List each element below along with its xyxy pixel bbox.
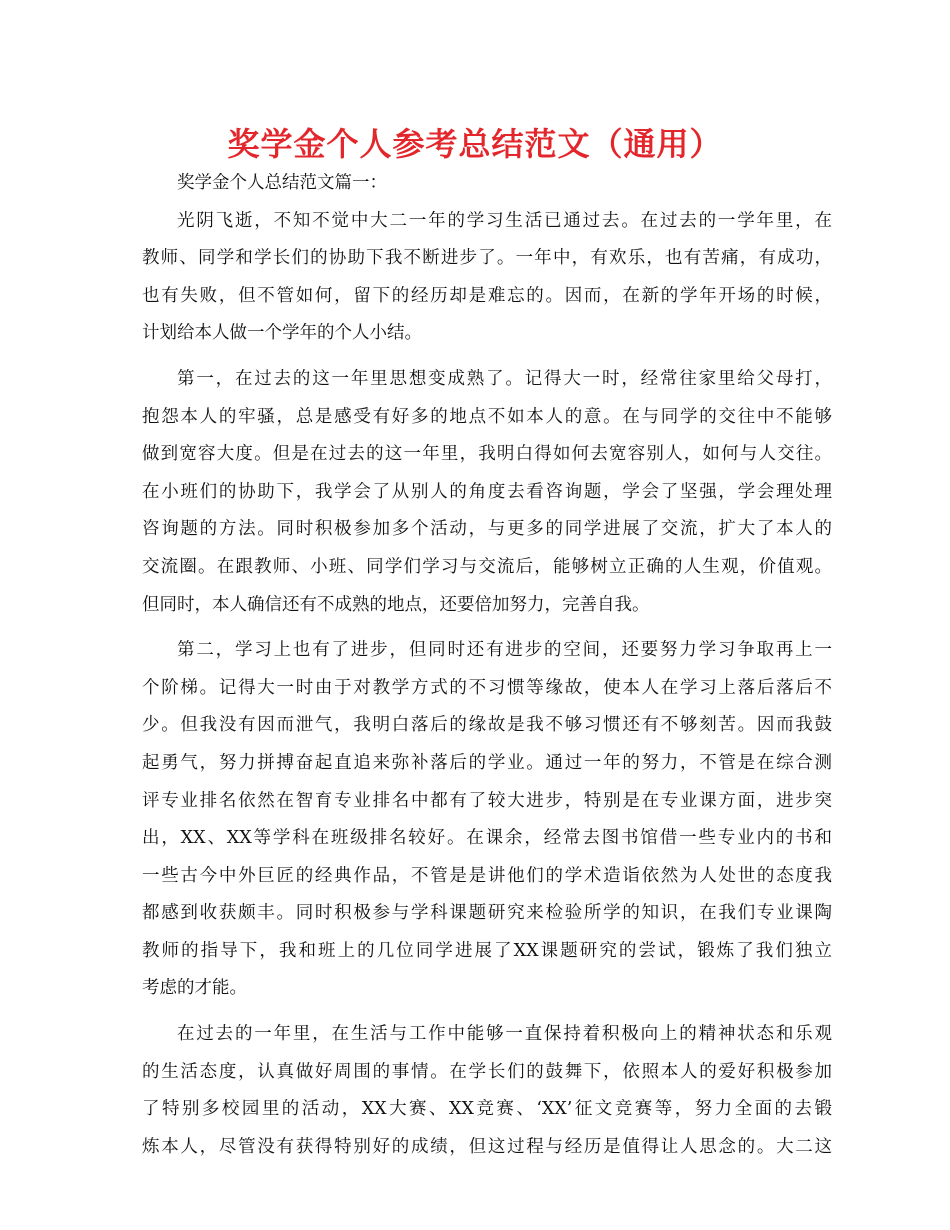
paragraph-line: 在过去的一年里，在生活与工作中能够一直保持着积极向上的精神状态和乐观 (177, 1024, 832, 1045)
paragraph-line: 了特别多校园里的活动，XX大赛、XX竞赛、‘XX’征文竞赛等，努力全面的去锻 (142, 1099, 832, 1120)
paragraph-line: 在小班们的协助下，我学会了从别人的角度去看咨询题，学会了坚强，学会理处理 (142, 481, 832, 502)
paragraph-line: 出，XX、XX等学科在班级排名较好。在课余，经常去图书馆借一些专业内的书和 (142, 828, 832, 849)
paragraph-line: 一些古今中外巨匠的经典作品，不管是是讲他们的学术造诣依然为人处世的态度我 (142, 865, 832, 886)
paragraph-line: 计划给本人做一个学年的个人小结。 (142, 323, 422, 344)
paragraph-line: 第二，学习上也有了进步，但同时还有进步的空间，还要努力学习争取再上一 (177, 640, 832, 661)
paragraph-line: 炼本人，尽管没有获得特别好的成绩，但这过程与经历是值得让人思念的。大二这 (142, 1136, 832, 1157)
paragraph-line: 教师的指导下，我和班上的几位同学进展了XX课题研究的尝试，锻炼了我们独立 (142, 940, 832, 961)
paragraph-line: 教师、同学和学长们的协助下我不断进步了。一年中，有欢乐，也有苦痛，有成功， (142, 248, 832, 269)
paragraph-line: 咨询题的方法。同时积极参加多个活动，与更多的同学进展了交流，扩大了本人的 (142, 519, 832, 540)
paragraph-line: 少。但我没有因而泄气，我明白落后的缘故是我不够习惯还有不够刻苦。因而我鼓 (142, 715, 832, 736)
paragraph-line: 光阴飞逝，不知不觉中大二一年的学习生活已通过去。在过去的一学年里，在 (177, 210, 832, 231)
paragraph-line: 也有失败，但不管如何，留下的经历却是难忘的。因而，在新的学年开场的时候， (142, 285, 832, 306)
paragraph-line: 的生活态度，认真做好周围的事情。在学长们的鼓舞下，依照本人的爱好积极参加 (142, 1061, 832, 1082)
paragraph-1 (142, 203, 832, 353)
paragraph-line: 交流圈。在跟教师、小班、同学们学习与交流后，能够树立正确的人生观，价值观。 (142, 556, 832, 577)
paragraph-4 (142, 1016, 832, 1166)
paragraph-line: 都感到收获颇丰。同时积极参与学科课题研究来检验所学的知识，在我们专业课陶 (142, 903, 832, 924)
section-heading: 奖学金个人总结范文篇一： (177, 173, 387, 193)
document-title: 奖学金个人参考总结范文（通用） (227, 125, 723, 163)
paragraph-line: 第一，在过去的这一年里思想变成熟了。记得大一时，经常往家里给父母打， (177, 368, 832, 389)
paragraph-3 (142, 632, 832, 1008)
paragraph-line: 做到宽容大度。但是在过去的这一年里，我明白得如何去宽容别人，如何与人交往。 (142, 444, 832, 465)
paragraph-line: 个阶梯。记得大一时由于对教学方式的不习惯等缘故，使本人在学习上落后落后不 (142, 677, 832, 698)
paragraph-line: 抱怨本人的牢骚，总是感受有好多的地点不如本人的意。在与同学的交往中不能够 (142, 406, 832, 427)
paragraph-line: 起勇气，努力拼搏奋起直追来弥补落后的学业。通过一年的努力，不管是在综合测 (142, 752, 832, 773)
document-body (142, 165, 832, 1166)
paragraph-line: 但同时，本人确信还有不成熟的地点，还要倍加努力，完善自我。 (142, 594, 650, 615)
paragraph-line: 考虑的才能。 (142, 978, 247, 999)
paragraph-line: 评专业排名依然在智育专业排名中都有了较大进步，特别是在专业课方面，进步突 (142, 790, 832, 811)
paragraph-2 (142, 361, 832, 624)
